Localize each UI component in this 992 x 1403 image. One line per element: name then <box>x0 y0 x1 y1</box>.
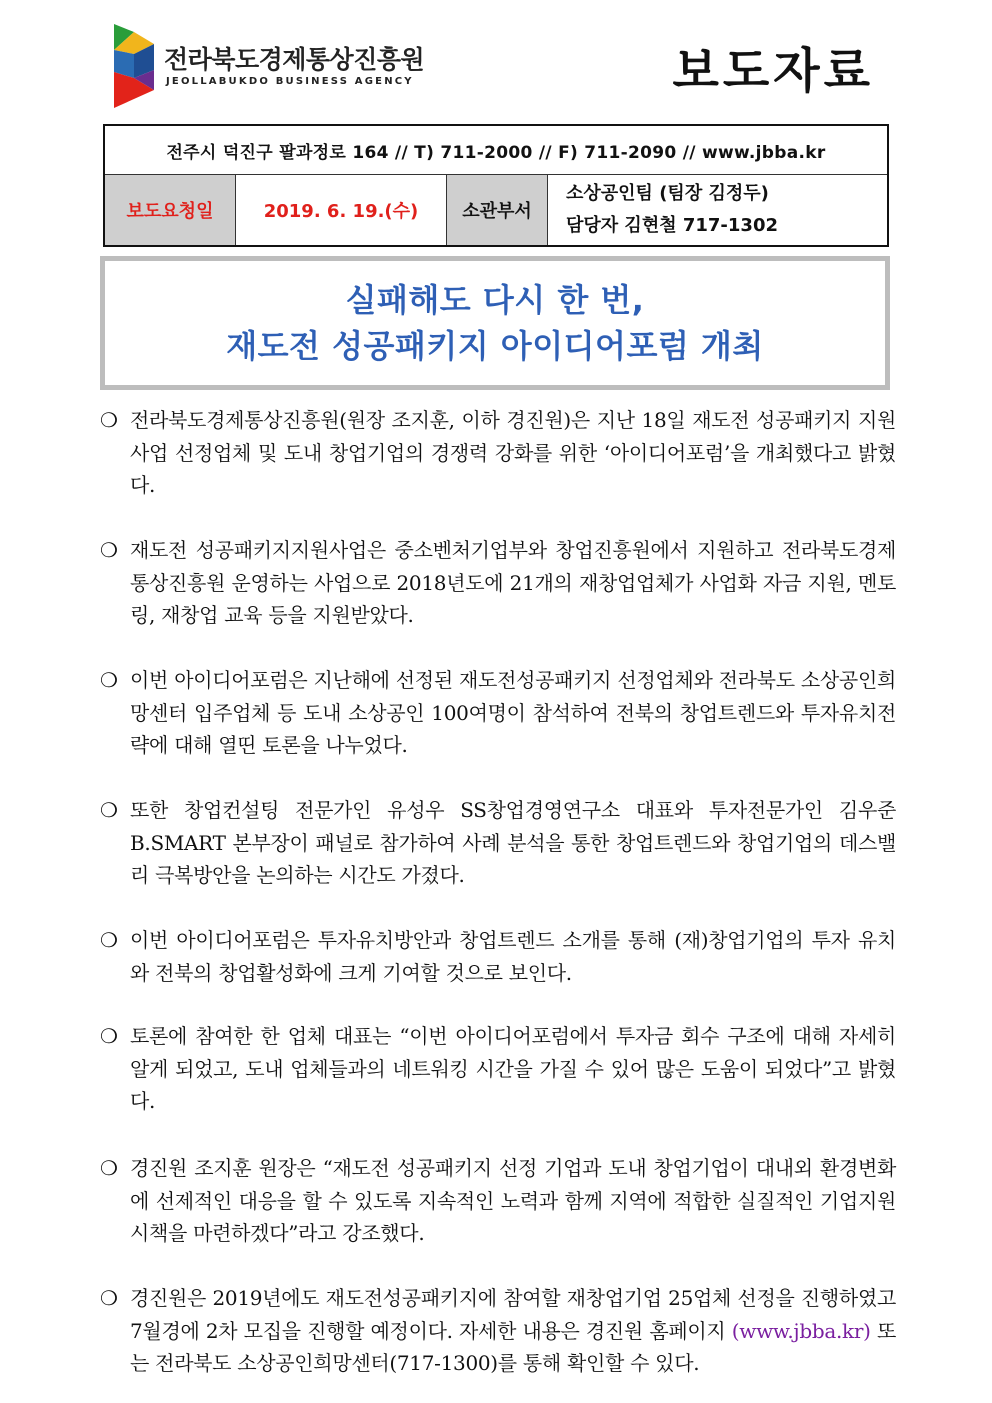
request-date-label: 보도요청일 <box>104 175 236 247</box>
contact-line: 전주시 덕진구 팔과정로 164 // T) 711-2000 // F) 711-2090 // www.jbba.kr <box>104 125 888 175</box>
paragraph-text: 이번 아이디어포럼은 지난해에 선정된 재도전성공패키지 선정업체와 전라북도 소상공인희망센터 입주업체 등 도내 소상공인 100여명이 참석하여 전북의 창업트렌드와 투자유치전략에 대해 열띤 토론을 나누었다. <box>130 668 896 757</box>
press-info-table <box>103 124 889 247</box>
request-date: 2019. 6. 19.(수) <box>236 175 447 247</box>
paragraph-text: 전라북도경제통상진흥원(원장 조지훈, 이하 경진원)은 지난 18일 재도전 성공패키지 지원사업 선정업체 및 도내 창업기업의 경쟁력 강화를 위한 ‘아이디어포럼’을 개최했다고 밝혔다. <box>130 408 896 497</box>
list-item <box>100 534 896 664</box>
circle-bullet-icon: ❍ <box>100 1286 118 1310</box>
headline-line-2: 재도전 성공패키지 아이디어포럼 개최 <box>226 327 764 365</box>
paragraph-text: 이번 아이디어포럼은 투자유치방안과 창업트렌드 소개를 통해 (재)창업기업의 투자 유치와 전북의 창업활성화에 크게 기여할 것으로 보인다. <box>130 928 896 985</box>
list-item <box>100 1152 896 1282</box>
agency-name-english: JEOLLABUKDO BUSINESS AGENCY <box>166 76 414 87</box>
list-item <box>100 664 896 794</box>
department-team: 소상공인팀 (팀장 김정두) <box>566 183 769 204</box>
list-item <box>100 794 896 924</box>
headline-box <box>100 256 890 390</box>
circle-bullet-icon: ❍ <box>100 538 118 562</box>
details-row <box>104 175 888 247</box>
department-contact: 담당자 김현철 717-1302 <box>566 215 779 236</box>
circle-bullet-icon: ❍ <box>100 1156 118 1180</box>
headline-line-1: 실패해도 다시 한 번, <box>345 281 645 319</box>
logo-mark-icon <box>108 20 160 112</box>
contact-row <box>104 125 888 175</box>
list-item <box>100 1020 896 1152</box>
article-body <box>100 404 896 1380</box>
circle-bullet-icon: ❍ <box>100 798 118 822</box>
paragraph-text: 토론에 참여한 한 업체 대표는 “이번 아이디어포럼에서 투자금 회수 구조에 대해 자세히 알게 되었고, 도내 업체들과의 네트워킹 시간을 가질 수 있어 많은 도움이 되었다”고 밝혔다. <box>130 1024 896 1113</box>
paragraph-text-end: 또는 전라북도 소상공인희망센터(717-1300)를 통해 확인할 수 있다. <box>130 1318 896 1375</box>
department-info <box>548 175 889 247</box>
list-item <box>100 404 896 534</box>
paragraph-text: 경진원은 2019년에도 재도전성공패키지에 참여할 재창업기업 25업체 선정을 진행하였고 7월경에 2차 모집을 진행할 예정이다. 자세한 내용은 경진원 홈페이지 <box>130 1286 896 1343</box>
document-type-title: 보도자료 <box>672 43 874 99</box>
paragraph-text: 또한 창업컨설팅 전문가인 유성우 SS창업경영연구소 대표와 투자전문가인 김우준 B.SMART 본부장이 패널로 참가하여 사례 분석을 통한 창업트렌드와 창업기업의 데스밸리 극복방안을 논의하는 시간도 가졌다. <box>130 798 896 887</box>
list-item <box>100 924 896 1020</box>
circle-bullet-icon: ❍ <box>100 668 118 692</box>
paragraph-text: 재도전 성공패키지지원사업은 중소벤처기업부와 창업진흥원에서 지원하고 전라북도경제통상진흥원 운영하는 사업으로 2018년도에 21개의 재창업업체가 사업화 자금 지원, 멘토링, 재창업 교육 등을 지원받았다. <box>130 538 896 627</box>
department-label: 소관부서 <box>447 175 548 247</box>
agency-name-korean: 전라북도경제통상진흥원 <box>164 45 425 74</box>
circle-bullet-icon: ❍ <box>100 408 118 432</box>
homepage-link[interactable]: (www.jbba.kr) <box>731 1318 871 1343</box>
agency-logo <box>108 20 428 112</box>
list-item <box>100 1282 896 1380</box>
paragraph-text: 경진원 조지훈 원장은 “재도전 성공패키지 선정 기업과 도내 창업기업이 대내외 환경변화에 선제적인 대응을 할 수 있도록 지속적인 노력과 함께 지역에 적합한 실질적인 기업지원 시책을 마련하겠다”라고 강조했다. <box>130 1156 896 1245</box>
circle-bullet-icon: ❍ <box>100 928 118 952</box>
circle-bullet-icon: ❍ <box>100 1024 118 1048</box>
